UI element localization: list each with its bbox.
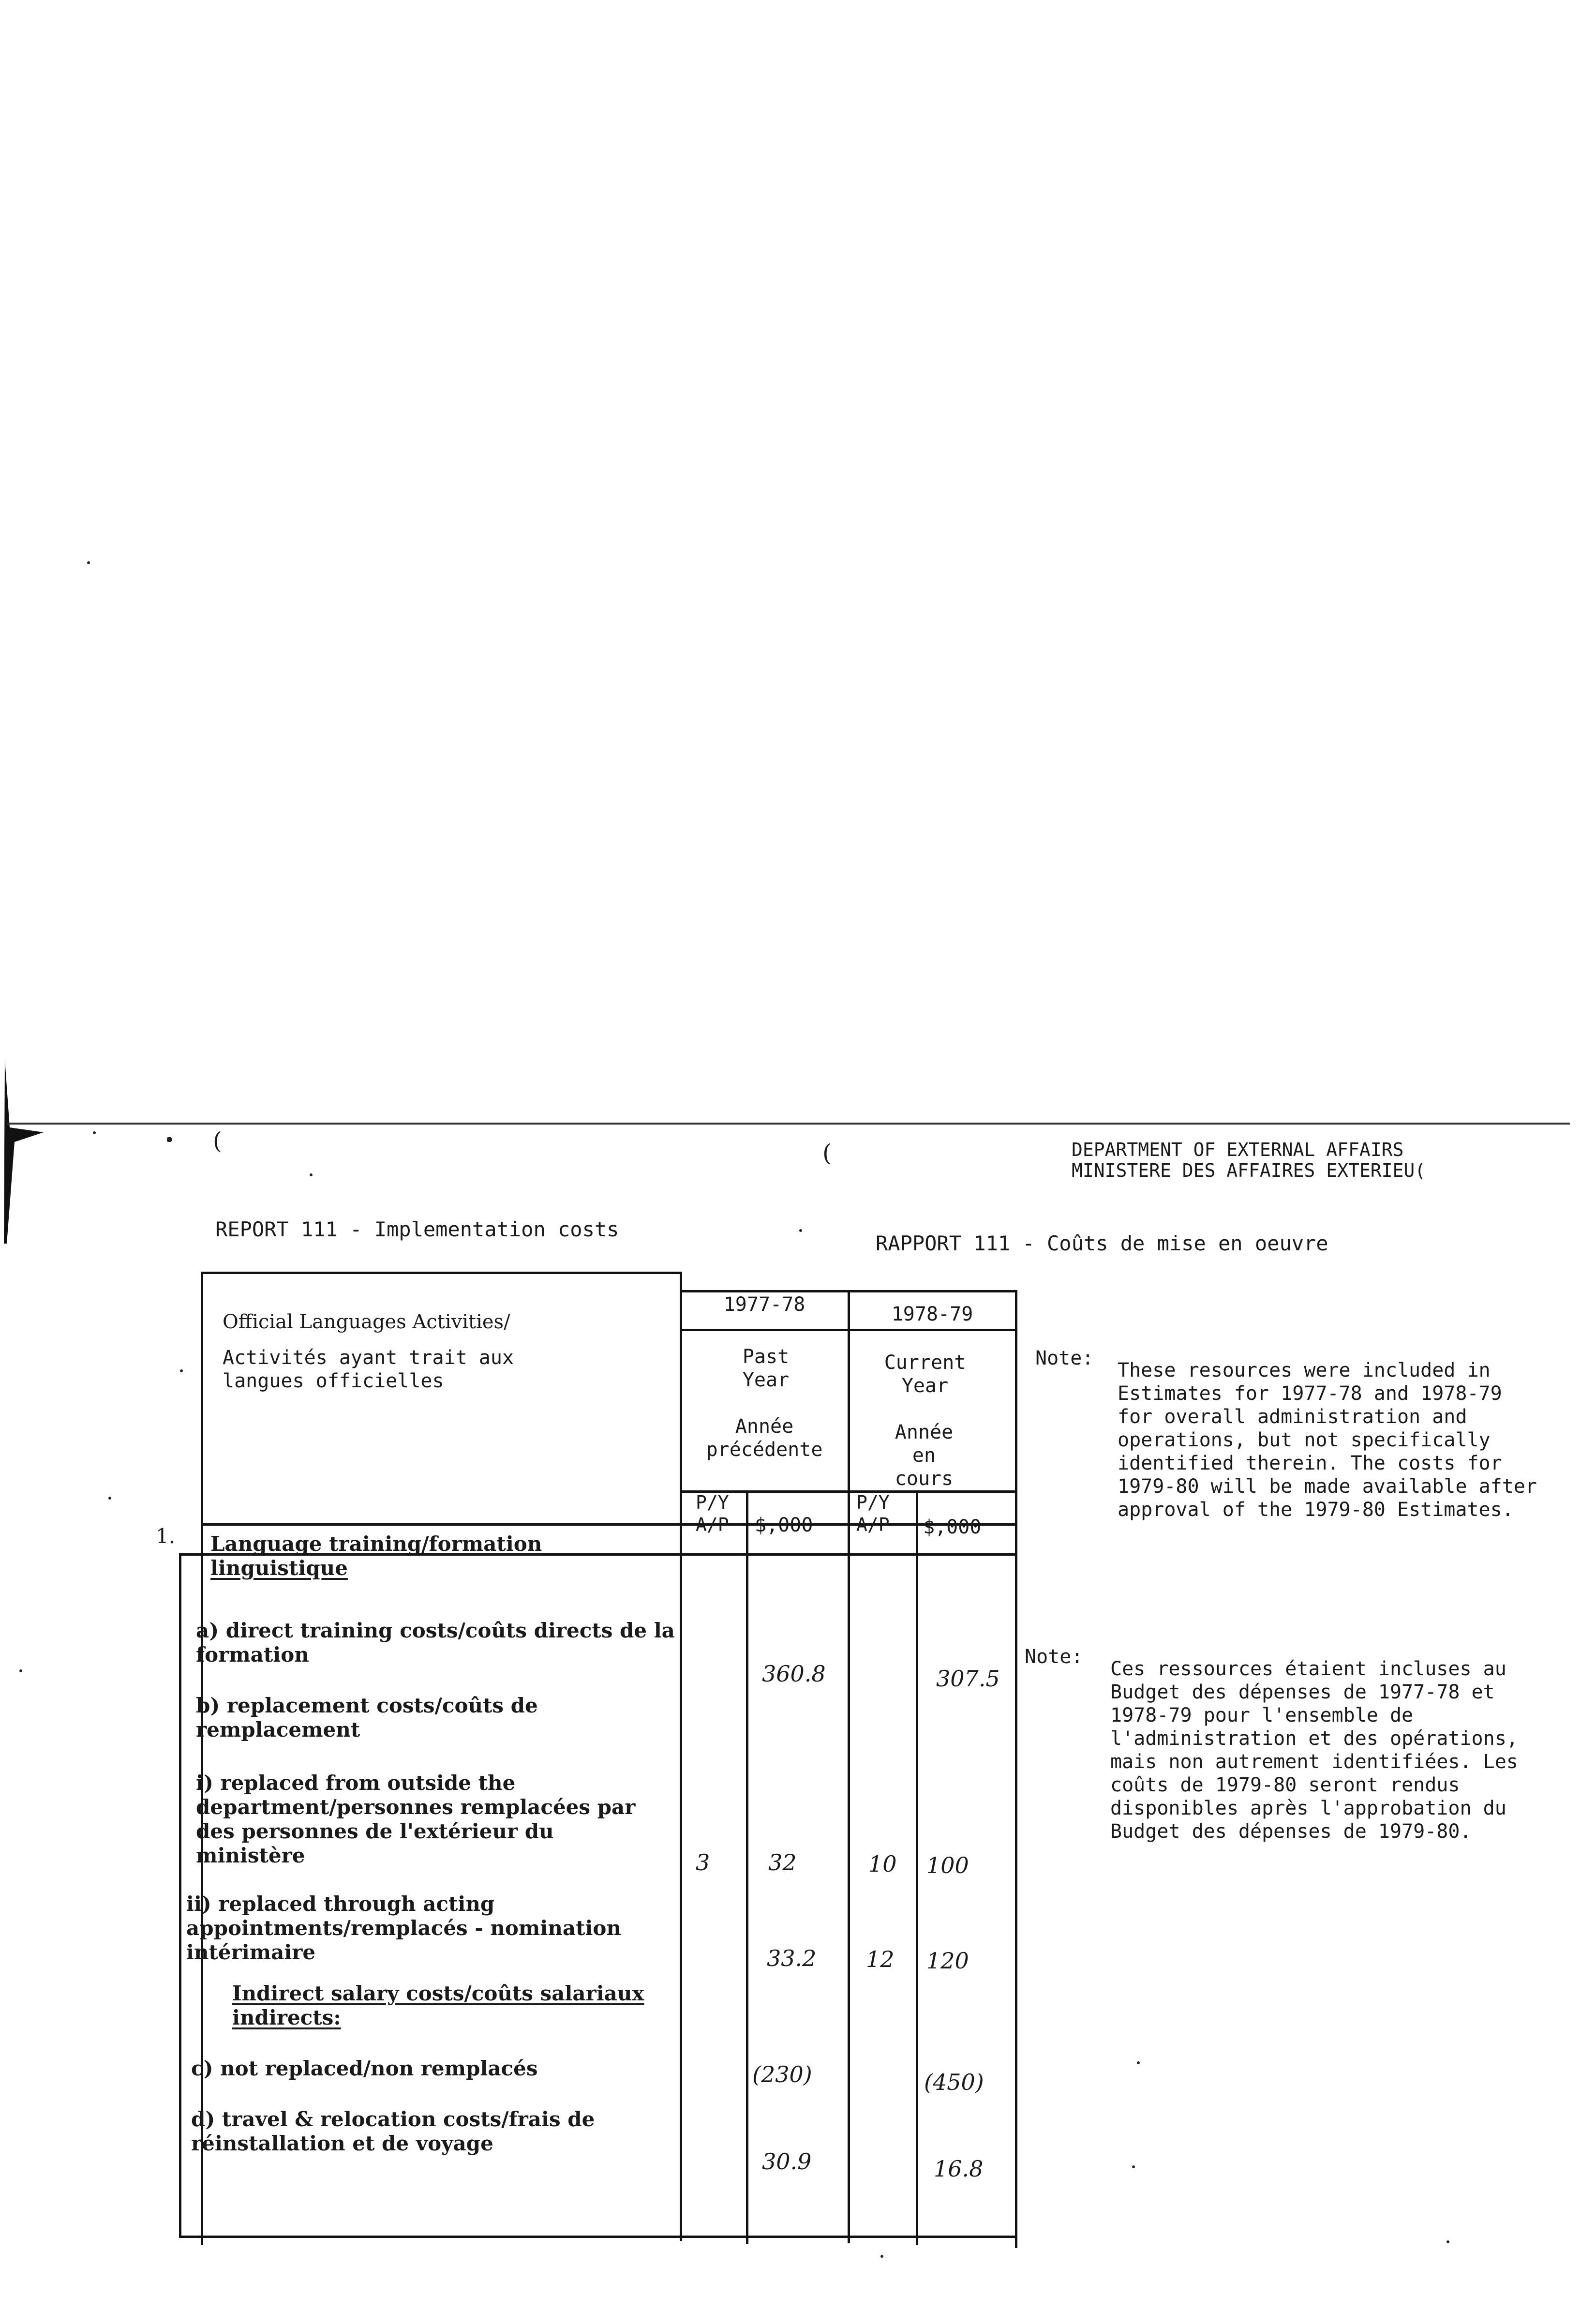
scan-mark: ( bbox=[822, 1140, 832, 1167]
note-en-label: Note: bbox=[1035, 1347, 1094, 1369]
col1-label-en: Past Year bbox=[742, 1346, 790, 1391]
page-fold-line bbox=[7, 1123, 1570, 1125]
speck bbox=[19, 1669, 22, 1672]
py-label-past: P/Y A/P bbox=[696, 1492, 729, 1535]
speck bbox=[799, 1229, 802, 1232]
activity-header-fr: Activités ayant trait aux langues officielles bbox=[223, 1347, 514, 1392]
department-name-fr: MINISTERE DES AFFAIRES EXTERIEU( bbox=[1072, 1160, 1426, 1181]
row-a-current-cost: 307.5 bbox=[936, 1666, 1000, 1692]
py-label-current: P/Y A/P bbox=[856, 1492, 890, 1535]
row-i-current-py: 10 bbox=[868, 1851, 897, 1877]
department-name-en: DEPARTMENT OF EXTERNAL AFFAIRS bbox=[1072, 1139, 1404, 1160]
col2-label-fr: Année en cours bbox=[895, 1421, 954, 1490]
speck bbox=[93, 1131, 96, 1134]
scan-mark: ( bbox=[213, 1127, 222, 1155]
row-i-label: i) replaced from outside the department/personnes remplacées par des personnes de l'extérieur du ministère bbox=[196, 1771, 636, 1867]
note-fr-text: Ces ressources étaient incluses au Budget des dépenses de 1977-78 et 1978-79 pour l'ensemble de l'administration et des opérations, mais non autrement identifiées. Les coûts de 1979-80 seront rendus disponibles après l'approbation du Budget des dépenses de 1979-80. bbox=[1110, 1658, 1518, 1843]
speck bbox=[180, 1369, 183, 1372]
note-fr-label: Note: bbox=[1025, 1646, 1083, 1668]
col2-label-en: Current Year bbox=[884, 1351, 966, 1397]
speck bbox=[1447, 2240, 1449, 2243]
row-indirect-label: Indirect salary costs/coûts salariaux indirects: bbox=[232, 1982, 644, 2029]
row-c-past-cost: (230) bbox=[752, 2061, 812, 2087]
row-a-label: a) direct training costs/coûts directs de la formation bbox=[196, 1619, 675, 1666]
row-a-past-cost: 360.8 bbox=[762, 1661, 826, 1687]
year-1977-78: 1977-78 bbox=[723, 1293, 805, 1316]
activity-header-en: Official Languages Activities/ bbox=[223, 1311, 510, 1333]
row-ii-current-cost: 120 bbox=[926, 1948, 969, 1974]
row-d-past-cost: 30.9 bbox=[762, 2148, 812, 2175]
row-c-current-cost: (450) bbox=[924, 2069, 984, 2095]
speck bbox=[167, 1137, 172, 1142]
scan-edge-mark bbox=[0, 1060, 44, 1263]
year-1978-79: 1978-79 bbox=[891, 1303, 973, 1325]
speck bbox=[87, 561, 90, 564]
row-ii-label: ii) replaced through acting appointments/remplacés - nomination intérimaire bbox=[186, 1892, 621, 1964]
speck bbox=[1132, 2165, 1135, 2168]
row-i-current-cost: 100 bbox=[926, 1852, 969, 1878]
speck bbox=[880, 2255, 883, 2258]
row-i-past-cost: 32 bbox=[768, 1849, 797, 1876]
row-c-label: c) not replaced/non remplacés bbox=[191, 2057, 538, 2080]
row-b-label: b) replacement costs/coûts de remplacement bbox=[196, 1694, 538, 1742]
report-title-fr: RAPPORT 111 - Coûts de mise en oeuvre bbox=[876, 1231, 1328, 1255]
row-d-label: d) travel & relocation costs/frais de réinstallation et de voyage bbox=[191, 2107, 595, 2155]
report-title-en: REPORT 111 - Implementation costs bbox=[215, 1217, 619, 1241]
row-i-past-py: 3 bbox=[696, 1849, 710, 1876]
row-d-current-cost: 16.8 bbox=[934, 2156, 984, 2182]
dollar-label-past: $,000 bbox=[755, 1514, 813, 1536]
speck bbox=[310, 1173, 313, 1176]
speck bbox=[1137, 2061, 1140, 2064]
dollar-label-current: $,000 bbox=[923, 1516, 982, 1538]
section-title: Language training/formation linguistique bbox=[210, 1532, 542, 1580]
section-number: 1. bbox=[156, 1524, 176, 1548]
row-ii-past-cost: 33.2 bbox=[767, 1945, 817, 1971]
speck bbox=[108, 1497, 111, 1500]
col1-label-fr: Année précédente bbox=[706, 1415, 823, 1461]
row-ii-current-py: 12 bbox=[866, 1946, 895, 1972]
note-en-text: These resources were included in Estimates for 1977-78 and 1978-79 for overall administration and operations, but not specifically identified therein. The costs for 1979-80 will be made available after approval of the 1979-80 Estimates. bbox=[1118, 1359, 1537, 1521]
